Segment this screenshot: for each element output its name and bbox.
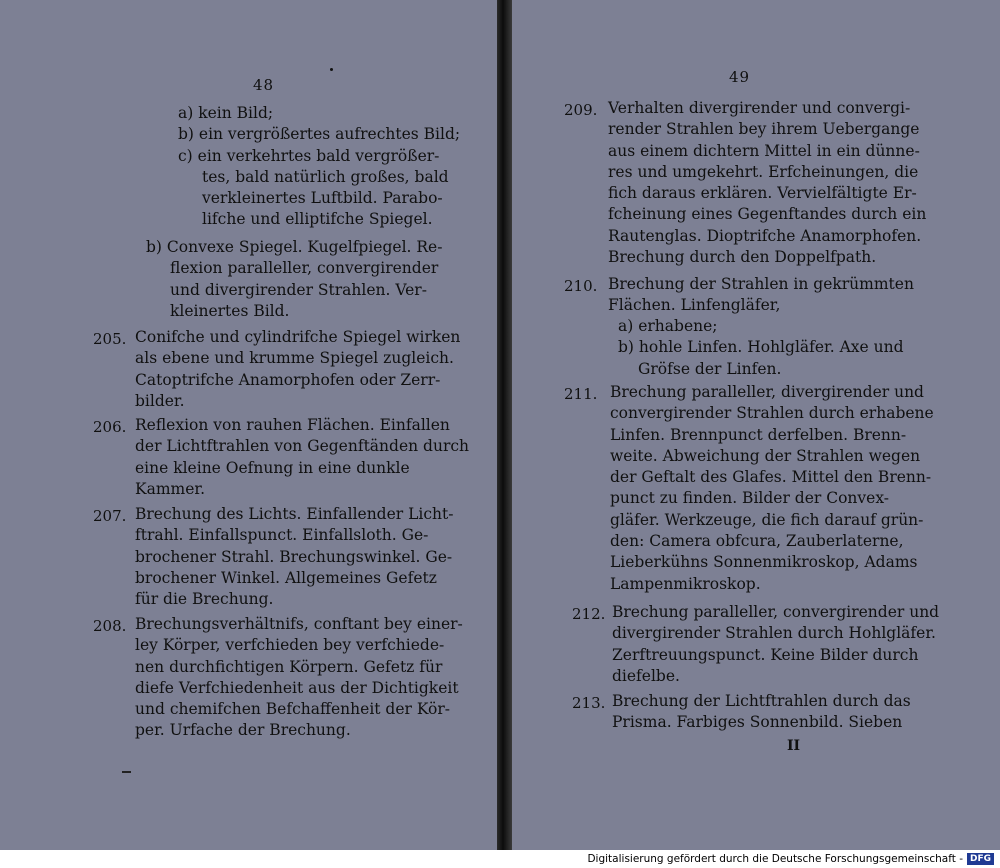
- text-line: Verhalten divergirender und convergi-: [608, 99, 911, 117]
- text-line: Brechung des Lichts. Einfallender Licht-: [135, 505, 454, 523]
- text-line: für die Brechung.: [135, 590, 274, 609]
- text-line: bilder.: [135, 391, 185, 410]
- list-block-b: [146, 237, 442, 322]
- section-number: 213.: [572, 694, 606, 712]
- text-line: verkleinertes Luftbild. Parabo-: [202, 189, 443, 208]
- section-213: [612, 691, 911, 734]
- text-line: Gröfse der Linfen.: [638, 359, 782, 378]
- text-line: diefe Verfchiedenheit aus der Dichtigkeit: [135, 678, 459, 697]
- text-line: a) kein Bild;: [178, 104, 274, 122]
- text-line: punct zu finden. Bilder der Convex-: [610, 489, 890, 508]
- section-212: [612, 602, 939, 687]
- section-205: [135, 327, 460, 412]
- section-207: [135, 504, 454, 610]
- text-line: b) hohle Linfen. Hohlgläfer. Axe und: [618, 338, 904, 357]
- text-line: c) ein verkehrtes bald vergrößer-: [178, 146, 440, 165]
- footer-text: Digitalisierung gefördert durch die Deutsche Forschungsgemeinschaft -: [587, 853, 963, 865]
- text-line: per. Urfache der Brechung.: [135, 721, 351, 740]
- text-line: brochener Strahl. Brechungswinkel. Ge-: [135, 547, 453, 566]
- list-block-a-c: [178, 103, 460, 231]
- section-number: 208.: [93, 617, 127, 635]
- text-line: fcheinung eines Gegenftandes durch ein: [608, 205, 927, 224]
- print-speck: [122, 771, 131, 773]
- text-line: ftrahl. Einfallspunct. Einfallsloth. Ge-: [135, 526, 429, 545]
- section-210: [608, 274, 914, 317]
- section-number: 211.: [564, 385, 598, 403]
- text-line: Brechung paralleller, divergirender und: [610, 383, 924, 401]
- text-line: ley Körper, verfchieden bey verfchiede-: [135, 636, 445, 655]
- page-number-right: 49: [729, 68, 751, 86]
- text-line: fich daraus erklären. Vervielfältigte Er-: [608, 184, 917, 203]
- text-line: Reflexion von rauhen Flächen. Einfallen: [135, 416, 450, 434]
- text-line: Brechung der Lichtftrahlen durch das: [612, 692, 911, 710]
- text-line: divergirender Strahlen durch Hohlgläfer.: [612, 624, 936, 643]
- text-line: b) Convexe Spiegel. Kugelfpiegel. Re-: [146, 238, 443, 256]
- book-gutter: [497, 0, 512, 850]
- text-line: den: Camera obfcura, Zauberlaterne,: [610, 532, 904, 551]
- text-line: a) erhabene;: [618, 317, 718, 335]
- section-number: 212.: [572, 605, 606, 623]
- text-line: lifche und elliptifche Spiegel.: [202, 210, 433, 229]
- text-line: flexion paralleller, convergirender: [170, 259, 439, 278]
- text-line: eine kleine Oefnung in eine dunkle: [135, 458, 410, 477]
- left-page: [0, 0, 497, 850]
- text-line: Conifche und cylindrifche Spiegel wirken: [135, 328, 461, 346]
- section-number: 205.: [93, 330, 127, 348]
- right-page: [512, 0, 1000, 850]
- text-line: als ebene und krumme Spiegel zugleich.: [135, 349, 454, 368]
- text-line: Prisma. Farbiges Sonnenbild. Sieben: [612, 713, 903, 732]
- text-line: brochener Winkel. Allgemeines Gefetz: [135, 568, 437, 587]
- text-line: convergirender Strahlen durch erhabene: [610, 404, 934, 423]
- dfg-logo-icon: DFG: [967, 853, 994, 865]
- text-line: Brechung durch den Doppelfpath.: [608, 248, 877, 267]
- text-line: kleinertes Bild.: [170, 301, 290, 320]
- section-209: [608, 98, 926, 268]
- list-block-210: [618, 316, 904, 380]
- section-number: 210.: [564, 277, 598, 295]
- text-line: render Strahlen bey ihrem Uebergange: [608, 120, 920, 139]
- section-number: 206.: [93, 418, 127, 436]
- page-number-left: 48: [253, 76, 275, 94]
- text-line: Kammer.: [135, 479, 206, 498]
- text-line: tes, bald natürlich großes, bald: [202, 167, 449, 186]
- text-line: diefelbe.: [612, 666, 680, 685]
- text-line: gläfer. Werkzeuge, die fich darauf grün-: [610, 510, 924, 529]
- text-line: Zerftreuungspunct. Keine Bilder durch: [612, 645, 919, 664]
- text-line: Brechung paralleller, convergirender und: [612, 603, 940, 621]
- text-line: und divergirender Strahlen. Ver-: [170, 280, 427, 299]
- text-line: Flächen. Linfengläfer,: [608, 296, 781, 315]
- text-line: Rautenglas. Dioptrifche Anamorphofen.: [608, 226, 922, 245]
- text-line: Brechung der Strahlen in gekrümmten: [608, 275, 914, 293]
- text-line: weite. Abweichung der Strahlen wegen: [610, 446, 921, 465]
- section-206: [135, 415, 469, 500]
- text-line: Linfen. Brennpunct derfelben. Brenn-: [610, 425, 907, 444]
- text-line: und chemifchen Befchaffenheit der Kör-: [135, 700, 451, 719]
- text-line: Brechungsverhältnifs, conftant bey einer-: [135, 615, 463, 633]
- text-line: der Geftalt des Glafes. Mittel den Brenn-: [610, 468, 932, 487]
- signature-mark: II: [787, 738, 801, 754]
- text-line: Lampenmikroskop.: [610, 574, 761, 593]
- text-line: der Lichtftrahlen von Gegenftänden durch: [135, 437, 470, 456]
- text-line: nen durchfichtigen Körpern. Gefetz für: [135, 657, 443, 676]
- text-line: b) ein vergrößertes aufrechtes Bild;: [178, 125, 461, 144]
- text-line: aus einem dichtern Mittel in ein dünne-: [608, 141, 920, 160]
- text-line: Lieberkühns Sonnenmikroskop, Adams: [610, 553, 918, 572]
- digitization-footer: [0, 850, 1000, 868]
- section-211: [610, 382, 934, 595]
- section-208: [135, 614, 463, 742]
- text-line: Catoptrifche Anamorphofen oder Zerr-: [135, 370, 441, 389]
- section-number: 207.: [93, 507, 127, 525]
- section-number: 209.: [564, 101, 598, 119]
- print-speck: [330, 68, 333, 71]
- text-line: res und umgekehrt. Erfcheinungen, die: [608, 162, 919, 181]
